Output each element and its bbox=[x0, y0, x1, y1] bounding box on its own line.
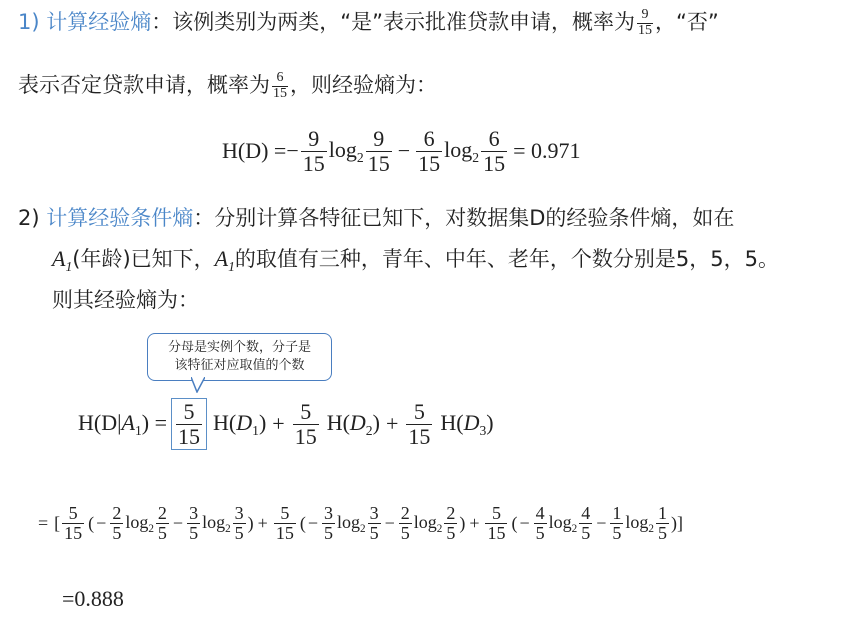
frac-num: 3 bbox=[323, 502, 333, 523]
formula1-frac-2 bbox=[366, 127, 392, 174]
hd1 bbox=[213, 410, 266, 439]
h-close: ) bbox=[372, 409, 380, 435]
section1-text-a: ：该例类别为两类，“是”表示批准贷款申请，概率为 bbox=[151, 10, 636, 34]
d-letter: D bbox=[236, 409, 253, 435]
log-term bbox=[414, 512, 443, 535]
highlighted-fraction bbox=[171, 398, 207, 449]
frac-den: 15 bbox=[64, 522, 83, 543]
frac-num: 2 bbox=[157, 502, 167, 523]
hd3 bbox=[440, 410, 493, 439]
conditional-entropy-formula bbox=[78, 395, 494, 453]
close-paren: ) bbox=[459, 512, 466, 533]
plus-sign: + bbox=[385, 411, 399, 436]
frac-num: 5 bbox=[68, 502, 78, 523]
explanation-callout bbox=[147, 333, 332, 381]
section1-heading: 计算经验熵 bbox=[46, 10, 152, 34]
log-text: log bbox=[202, 511, 226, 532]
section2-number: 2) bbox=[18, 206, 40, 230]
d-sub: 2 bbox=[365, 422, 373, 438]
formula2-lhs bbox=[78, 410, 167, 439]
log-term bbox=[202, 512, 231, 535]
prob-yes-num: 9 bbox=[641, 6, 649, 22]
section1-text-d: ，则经验熵为： bbox=[290, 73, 437, 97]
prob-fraction bbox=[534, 504, 547, 543]
prob-fraction bbox=[610, 504, 623, 543]
frac-num: 9 bbox=[308, 126, 320, 152]
lhs-sub: 1 bbox=[134, 422, 142, 438]
lhs-h: H(D| bbox=[78, 409, 122, 435]
frac-num: 5 bbox=[300, 399, 312, 425]
frac-num: 2 bbox=[400, 502, 410, 523]
frac-den: 5 bbox=[446, 522, 456, 543]
frac-num: 6 bbox=[423, 126, 435, 152]
frac-num: 9 bbox=[373, 126, 385, 152]
minus-sign: − bbox=[384, 512, 395, 533]
frac-den: 15 bbox=[483, 150, 506, 176]
prob-no-num: 6 bbox=[276, 69, 284, 85]
section1-text-c: 表示否定贷款申请，概率为 bbox=[18, 73, 270, 97]
lhs-a: A bbox=[121, 409, 135, 435]
frac-num: 1 bbox=[612, 502, 622, 523]
frac-den: 5 bbox=[581, 522, 591, 543]
log-base: 2 bbox=[148, 522, 154, 535]
prob-no-fraction bbox=[272, 71, 288, 101]
section2-text-d: 则其经验熵为： bbox=[52, 288, 199, 312]
equals-sign: = bbox=[38, 512, 49, 533]
minus-sign: − bbox=[172, 512, 184, 533]
frac-num: 5 bbox=[280, 502, 290, 523]
minus-sign: − bbox=[519, 512, 530, 533]
prob-fraction bbox=[656, 504, 669, 543]
section1-text-b: ，“否” bbox=[655, 10, 719, 34]
lhs-close: ) = bbox=[141, 409, 168, 435]
prob-fraction bbox=[399, 504, 412, 543]
log-base: 2 bbox=[436, 522, 443, 535]
minus-sign: − bbox=[307, 512, 318, 533]
frac-den: 15 bbox=[178, 423, 201, 449]
frac-num: 1 bbox=[657, 502, 667, 523]
log-term bbox=[125, 512, 154, 535]
frac-den: 5 bbox=[657, 522, 667, 543]
formula1-log bbox=[329, 137, 364, 166]
h-open: H( bbox=[326, 409, 350, 435]
callout-pointer bbox=[191, 377, 205, 393]
frac-den: 5 bbox=[323, 522, 333, 543]
frac-num: 6 bbox=[488, 126, 500, 152]
log-base: 2 bbox=[225, 522, 231, 535]
weight-fraction bbox=[176, 400, 202, 447]
d-letter: D bbox=[463, 409, 480, 435]
frac-den: 5 bbox=[189, 522, 199, 543]
log-term bbox=[549, 512, 578, 535]
close-paren: ) bbox=[670, 512, 677, 533]
frac-den: 15 bbox=[275, 522, 294, 543]
section1-line1 bbox=[18, 7, 719, 38]
a1-symbol bbox=[214, 246, 235, 274]
frac-den: 5 bbox=[535, 522, 545, 543]
log-base: 2 bbox=[359, 522, 366, 535]
frac-den: 5 bbox=[400, 522, 410, 543]
formula1-frac-4 bbox=[481, 127, 507, 174]
entropy-formula bbox=[222, 122, 580, 180]
open-paren: ( bbox=[299, 512, 306, 533]
frac-num: 5 bbox=[183, 399, 195, 425]
minus-sign: − bbox=[96, 512, 107, 533]
frac-den: 5 bbox=[234, 522, 244, 543]
frac-num: 3 bbox=[189, 502, 199, 523]
plus-sign: + bbox=[272, 411, 285, 436]
prob-fraction bbox=[322, 504, 335, 543]
formula1-minus: − bbox=[397, 138, 411, 163]
prob-no-den: 15 bbox=[273, 85, 287, 101]
h-close: ) bbox=[486, 409, 494, 435]
prob-fraction bbox=[579, 504, 592, 543]
d-sub: 3 bbox=[479, 422, 487, 438]
close-paren: ) bbox=[247, 512, 254, 533]
formula1-result: = 0.971 bbox=[513, 138, 581, 163]
frac-num: 5 bbox=[491, 502, 501, 523]
log-term bbox=[337, 512, 366, 535]
weight-fraction-2 bbox=[274, 504, 296, 543]
a1-symbol bbox=[52, 246, 73, 274]
a-letter: A bbox=[214, 246, 229, 271]
callout-line1: 分母是实例个数，分子是 bbox=[167, 340, 311, 355]
log-text: log bbox=[413, 511, 437, 532]
h-open: H( bbox=[440, 409, 464, 435]
section2-line2 bbox=[52, 244, 779, 282]
log-text: log bbox=[625, 511, 649, 532]
frac-den: 15 bbox=[418, 150, 441, 176]
frac-num: 3 bbox=[369, 502, 379, 523]
frac-den: 5 bbox=[612, 522, 622, 543]
log-base: 2 bbox=[571, 522, 578, 535]
formula1-frac-3 bbox=[416, 127, 442, 174]
d-letter: D bbox=[349, 409, 366, 435]
frac-num: 4 bbox=[535, 502, 545, 523]
final-result: =0.888 bbox=[62, 586, 124, 611]
weight-fraction-3 bbox=[485, 504, 507, 543]
section2-text-c: 的取值有三种，青年、中年、老年，个数分别是5，5，5。 bbox=[234, 247, 780, 271]
hd2 bbox=[327, 410, 380, 439]
section2-text-b: (年龄)已知下， bbox=[72, 247, 215, 271]
prob-fraction bbox=[187, 504, 200, 543]
frac-num: 2 bbox=[446, 502, 456, 523]
log-base: 2 bbox=[356, 149, 364, 165]
frac-num: 2 bbox=[112, 502, 122, 523]
weight-fraction bbox=[406, 400, 432, 447]
formula1-log bbox=[444, 137, 479, 166]
a-sub: 1 bbox=[65, 258, 73, 274]
section2-line3 bbox=[52, 285, 199, 315]
left-bracket: [ bbox=[54, 512, 61, 533]
section2-heading: 计算经验条件熵 bbox=[46, 206, 194, 230]
open-paren: ( bbox=[511, 512, 518, 533]
weight-fraction bbox=[293, 400, 319, 447]
open-paren: ( bbox=[88, 512, 95, 533]
a-sub: 1 bbox=[228, 258, 235, 274]
right-bracket: ] bbox=[676, 512, 683, 533]
frac-num: 5 bbox=[413, 399, 425, 425]
a-letter: A bbox=[52, 246, 66, 271]
h-open: H( bbox=[213, 409, 237, 435]
section2-text-a: ：分别计算各特征已知下，对数据集D的经验条件熵，如在 bbox=[193, 206, 735, 230]
formula1-lhs: H(D) = bbox=[222, 138, 287, 163]
minus-sign: − bbox=[596, 512, 607, 533]
prob-yes-den: 15 bbox=[638, 22, 653, 38]
prob-yes-fraction bbox=[637, 8, 653, 38]
frac-den: 15 bbox=[367, 150, 390, 176]
frac-den: 15 bbox=[408, 423, 431, 449]
log-text: log bbox=[444, 136, 473, 162]
d-sub: 1 bbox=[252, 422, 259, 438]
callout-line2: 该特征对应取值的个数 bbox=[174, 358, 305, 373]
weight-fraction-1 bbox=[62, 504, 84, 543]
frac-den: 15 bbox=[487, 522, 506, 543]
h-close: ) bbox=[258, 409, 267, 435]
formula1-frac-1 bbox=[301, 127, 327, 174]
prob-fraction bbox=[156, 504, 169, 543]
section1-line2 bbox=[18, 70, 437, 101]
log-base: 2 bbox=[472, 149, 480, 165]
prob-fraction bbox=[110, 504, 123, 543]
frac-num: 4 bbox=[581, 502, 591, 523]
log-text: log bbox=[548, 511, 572, 532]
expansion-formula bbox=[38, 497, 683, 549]
section1-number: 1) bbox=[18, 10, 40, 34]
frac-den: 15 bbox=[302, 150, 325, 176]
frac-num: 3 bbox=[234, 502, 244, 523]
formula1-minus: − bbox=[286, 138, 299, 163]
frac-den: 5 bbox=[112, 522, 122, 543]
log-term bbox=[625, 512, 654, 535]
frac-den: 15 bbox=[294, 423, 317, 449]
prob-fraction bbox=[444, 504, 457, 543]
log-text: log bbox=[328, 136, 357, 162]
prob-fraction bbox=[368, 504, 381, 543]
frac-den: 5 bbox=[157, 522, 167, 543]
log-text: log bbox=[125, 511, 149, 532]
frac-den: 5 bbox=[369, 522, 379, 543]
log-base: 2 bbox=[648, 522, 654, 535]
plus-sign: + bbox=[257, 512, 268, 533]
section2-line1 bbox=[18, 203, 734, 233]
plus-sign: + bbox=[469, 512, 480, 533]
prob-fraction bbox=[233, 504, 246, 543]
log-text: log bbox=[336, 511, 360, 532]
